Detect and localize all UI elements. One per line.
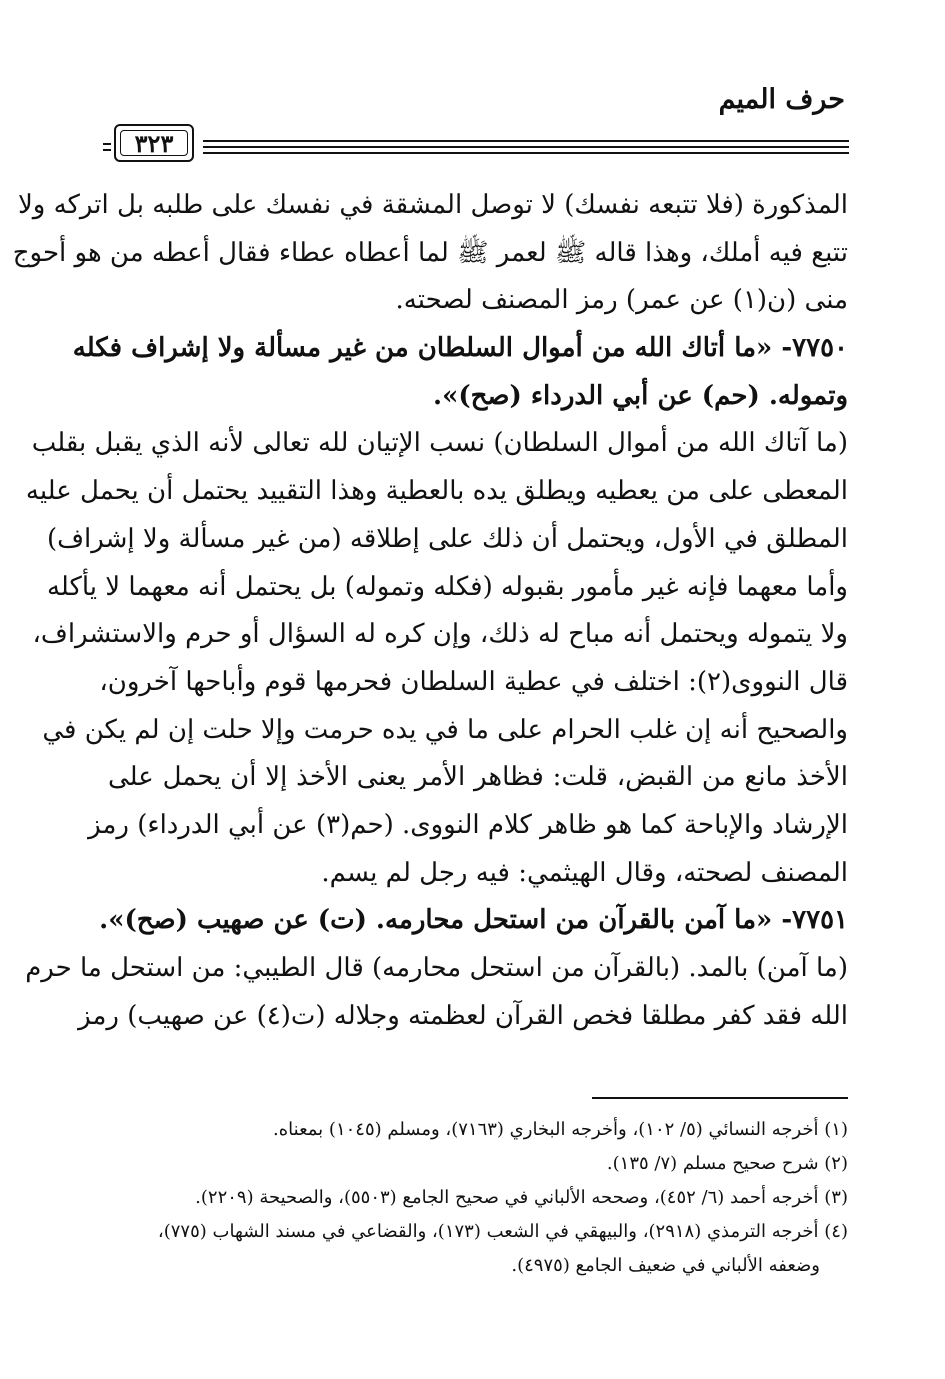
footnote: (١) أخرجه النسائي (٥/ ١٠٢)، وأخرجه البخاري (٧١٦٣)، ومسلم (١٠٤٥) بمعناه.	[273, 1119, 848, 1140]
commentary-line: الأخذ مانع من القبض، قلت: فظاهر الأمر يعنى الأخذ إلا أن يحمل على	[108, 762, 848, 793]
rule-line	[203, 140, 849, 142]
commentary-line: منى (ن(١) عن عمر) رمز المصنف لصحته.	[395, 285, 848, 316]
footnotes	[150, 1113, 848, 1283]
commentary-line: الله فقد كفر مطلقا فخص القرآن لعظمته وجلاله (ت(٤) عن صهيب) رمز	[78, 1000, 848, 1031]
header-rule	[103, 124, 849, 166]
commentary-line: المصنف لصحته، وقال الهيثمي: فيه رجل لم يسم.	[321, 857, 848, 888]
commentary-line: المذكورة (فلا تتبعه نفسك) لا توصل المشقة في نفسك على طلبه بل اتركه ولا	[17, 190, 848, 220]
rule-line	[203, 152, 849, 154]
page-number-frame	[114, 124, 194, 162]
footnote: (٤) أخرجه الترمذي (٢٩١٨)، والبيهقي في الشعب (١٧٣)، والقضاعي في مسند الشهاب (٧٧٥)،	[157, 1221, 848, 1242]
footnote: (٢) شرح صحيح مسلم (٧/ ١٣٥).	[606, 1153, 848, 1174]
footnote-separator	[592, 1097, 848, 1099]
commentary-line: المطلق في الأول، ويحتمل أن ذلك على إطلاقه (من غير مسألة ولا إشراف)	[46, 523, 848, 554]
commentary-line: قال النووى(٢): اختلف في عطية السلطان فحرمها قوم وأباحها آخرون،	[99, 666, 848, 697]
commentary-line: المعطى على من يعطيه ويطلق يده بالعطية وهذا التقييد يحتمل أن يحمل عليه	[25, 476, 848, 507]
commentary-line: ولا يتموله ويحتمل أنه مباح له ذلك، وإن كره له السؤال أو حرم والاستشراف،	[32, 619, 848, 650]
hadith-line: ٧٧٥٠- «ما أتاك الله من أموال السلطان من غير مسألة ولا إشراف فكله	[72, 333, 848, 364]
main-text	[12, 182, 848, 1040]
hadith-line: وتموله. (حم) عن أبي الدرداء (صح)».	[433, 380, 848, 411]
commentary-line: (ما آمن) بالمد. (بالقرآن من استحل محارمه) قال الطيبي: من استحل ما حرم	[25, 953, 848, 983]
rule-tick	[103, 149, 111, 151]
footnote: (٣) أخرجه أحمد (٦/ ٤٥٢)، وصححه الألباني في صحيح الجامع (٥٥٠٣)، والصحيحة (٢٢٠٩).	[195, 1187, 848, 1208]
commentary-line: (ما آتاك الله من أموال السلطان) نسب الإتيان لله تعالى لأنه الذي يقبل بقلب	[31, 428, 848, 459]
page-number: ٣٢٣	[134, 129, 174, 158]
running-head: حرف الميم	[718, 84, 845, 115]
footnote: وضعفه الألباني في ضعيف الجامع (٤٩٧٥).	[511, 1255, 820, 1276]
commentary-line: وأما معهما فإنه غير مأمور بقبوله (فكله وتموله) بل يحتمل أنه معهما لا يأكله	[46, 571, 848, 602]
commentary-line: تتبع فيه أملك، وهذا قاله ﷺ لعمر ﷺ لما أعطاه عطاء فقال أعطه من هو أحوج	[12, 237, 848, 268]
rule-tick	[103, 143, 111, 145]
commentary-line: والصحيح أنه إن غلب الحرام على ما في يده حرمت وإلا حلت إن لم يكن في	[42, 714, 848, 745]
hadith-line: ٧٧٥١- «ما آمن بالقرآن من استحل محارمه. (ت) عن صهيب (صح)».	[99, 905, 848, 936]
commentary-line: الإرشاد والإباحة كما هو ظاهر كلام النووى. (حم(٣) عن أبي الدرداء) رمز	[88, 809, 848, 840]
rule-line	[203, 146, 849, 148]
